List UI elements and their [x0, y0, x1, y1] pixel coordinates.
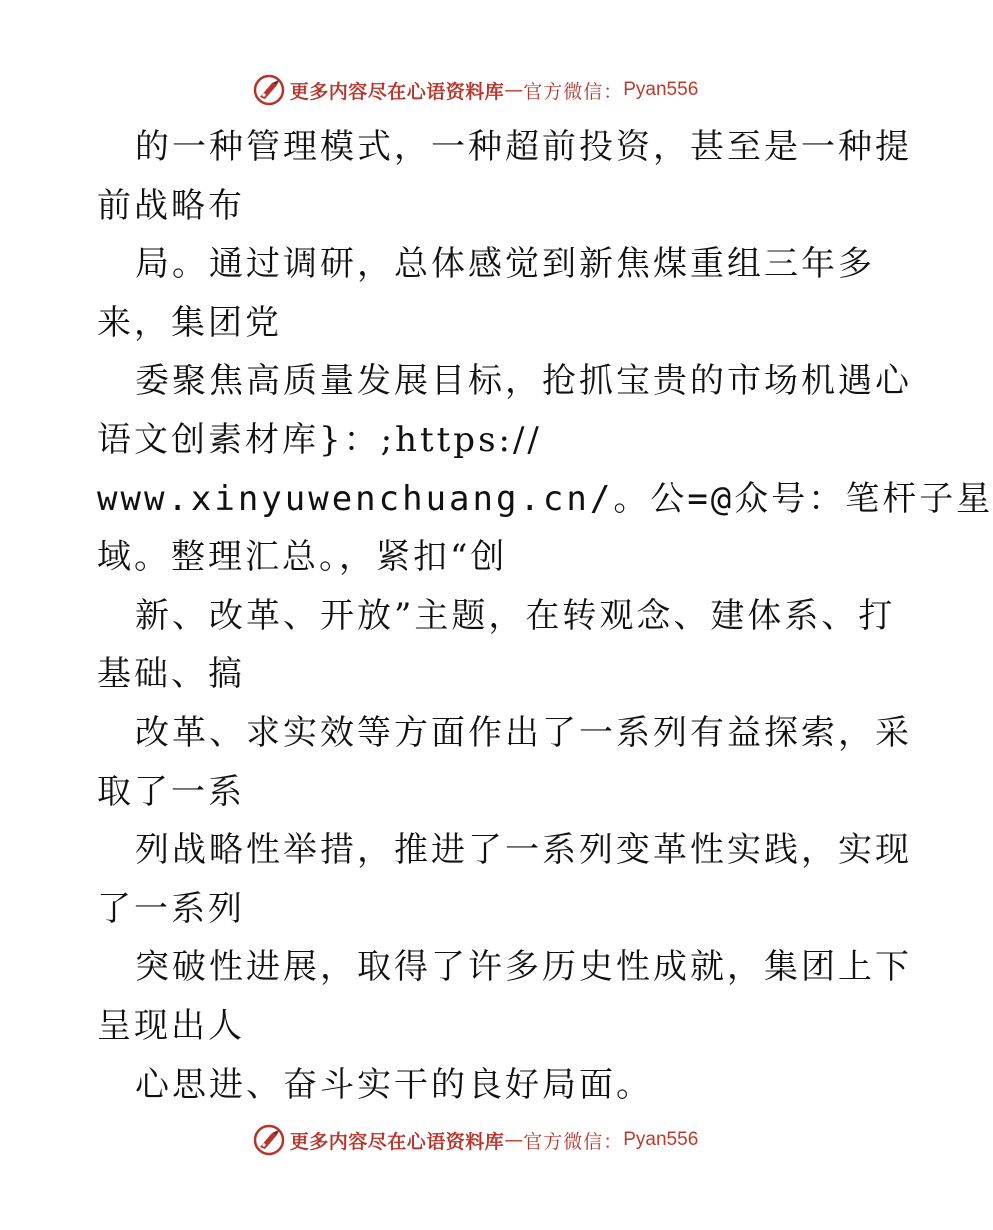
body-line: 基础、搞 — [97, 654, 245, 695]
body-line: 呈现出人 — [97, 1005, 245, 1046]
header-brand-text: 更多内容尽在心语资料库 — [289, 80, 505, 103]
footer-wechat-id: Pyan556 — [623, 1129, 699, 1150]
body-line: 前战略布 — [97, 185, 245, 226]
header-banner — [0, 70, 950, 110]
header-wechat-label: 官方微信： — [523, 80, 624, 103]
body-line: 新、改革、开放”主题，在转观念、建体系、打 — [135, 595, 896, 636]
header-wechat-id: Pyan556 — [623, 79, 699, 100]
document-body — [97, 118, 993, 1114]
body-line: 的一种管理模式，一种超前投资，甚至是一种提 — [135, 127, 912, 167]
header-separator: — — [504, 79, 524, 101]
pen-nib-logo-icon — [252, 73, 286, 107]
footer-separator: — — [504, 1129, 524, 1151]
body-line: 列战略性举措，推进了一系列变革性实践，实现 — [135, 830, 912, 871]
footer-banner — [0, 1120, 950, 1160]
pen-nib-logo-icon — [252, 1123, 286, 1157]
body-line: 局。通过调研，总体感觉到新焦煤重组三年多 — [135, 244, 875, 285]
body-line: 改革、求实效等方面作出了一系列有益探索，采 — [135, 712, 912, 753]
body-line: 心思进、奋斗实干的良好局面。 — [135, 1064, 653, 1105]
body-line: 域。整理汇总。，紧扣“创 — [97, 537, 508, 578]
body-line: 来，集团党 — [97, 302, 282, 343]
body-line: 了一系列 — [97, 888, 245, 929]
footer-brand-text: 更多内容尽在心语资料库 — [289, 1130, 505, 1153]
body-line: 突破性进展，取得了许多历史性成就，集团上下 — [135, 947, 912, 988]
body-line: 语文创素材库}：;https:// — [97, 419, 542, 460]
body-line: 取了一系 — [97, 771, 245, 812]
body-line-url: www.xinyuwenchuang.cn/。公=@众号：笔杆子星 — [97, 478, 993, 519]
body-line: 委聚焦高质量发展目标，抢抓宝贵的市场机遇心 — [135, 361, 912, 402]
footer-wechat-label: 官方微信： — [523, 1130, 624, 1153]
